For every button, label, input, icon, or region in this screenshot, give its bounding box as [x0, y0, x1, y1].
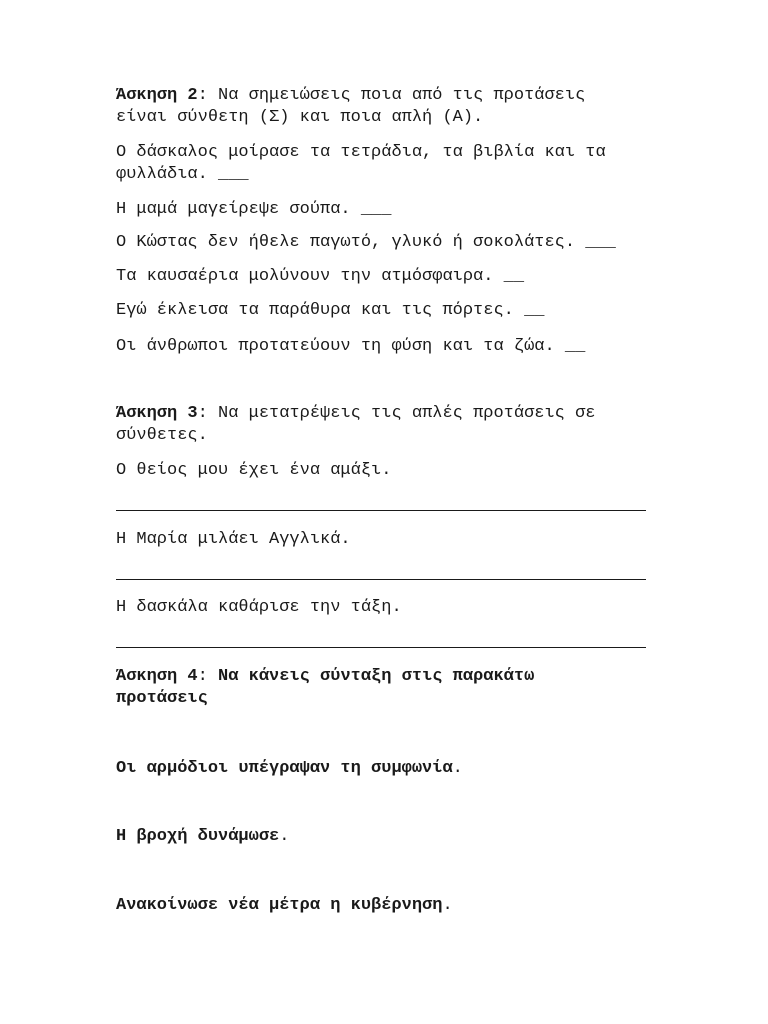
answer-line-1[interactable]: [116, 510, 646, 511]
exercise-4-sentence-1-period: .: [452, 759, 463, 778]
exercise-2-sentence-1-line-2: φυλλάδια. ___: [116, 165, 249, 184]
exercise-2-instruction-text: Να σημειώσεις ποια από τις προτάσεις: [207, 86, 586, 105]
exercise-4-separator: :: [197, 667, 208, 686]
exercise-2-sentence-6: Οι άνθρωποι προτατεύουν τη φύση και τα ζώα. __: [116, 337, 586, 356]
exercise-2-sentence-2: Η μαμά μαγείρεψε σούπα. ___: [116, 200, 392, 219]
exercise-4-sentence-2-period: .: [279, 827, 290, 846]
exercise-2-instruction-line-2: είναι σύνθετη (Σ) και ποια απλή (Α).: [116, 108, 484, 127]
exercise-4-sentence-1-text: Οι αρμόδιοι υπέγραψαν τη συμφωνία: [116, 759, 453, 778]
exercise-3-instruction-line-2: σύνθετες.: [116, 426, 208, 445]
exercise-3-sentence-1: Ο θείος μου έχει ένα αμάξι.: [116, 461, 392, 480]
answer-line-2[interactable]: [116, 579, 646, 580]
exercise-2-sentence-5: Εγώ έκλεισα τα παράθυρα και τις πόρτες. __: [116, 301, 545, 320]
exercise-3-instruction-line-1: [116, 403, 596, 425]
exercise-3-instruction-text: Να μετατρέψεις τις απλές προτάσεις σε: [207, 404, 596, 423]
exercise-2-sentence-1-line-1: Ο δάσκαλος μοίρασε τα τετράδια, τα βιβλία και τα: [116, 143, 606, 162]
answer-line-3[interactable]: [116, 647, 646, 648]
exercise-4-heading: Άσκηση 4: [116, 667, 198, 686]
exercise-3-sentence-2: Η Μαρία μιλάει Αγγλικά.: [116, 530, 351, 549]
exercise-3-sentence-3: Η δασκάλα καθάρισε την τάξη.: [116, 598, 402, 617]
exercise-4-instruction-line-1: [116, 666, 534, 688]
exercise-4-sentence-2-text: Η βροχή δυνάμωσε: [116, 827, 280, 846]
exercise-2-heading: Άσκηση 2: [116, 86, 198, 105]
exercise-2-sentence-4: Τα καυσαέρια μολύνουν την ατμόσφαιρα. __: [116, 267, 525, 286]
exercise-3-heading: Άσκηση 3: [116, 404, 198, 423]
exercise-4-sentence-1: [116, 758, 463, 780]
exercise-2-instruction-line-1: [116, 85, 585, 107]
exercise-4-instruction-text: Να κάνεις σύνταξη στις παρακάτω: [207, 667, 535, 686]
exercise-4-instruction-line-2: προτάσεις: [116, 689, 208, 708]
exercise-4-sentence-3-text: Ανακοίνωσε νέα μέτρα η κυβέρνηση: [116, 896, 443, 915]
exercise-2-sentence-3: Ο Κώστας δεν ήθελε παγωτό, γλυκό ή σοκολάτες. ___: [116, 233, 616, 252]
exercise-2-separator: :: [197, 86, 208, 105]
exercise-4-sentence-2: [116, 826, 289, 848]
exercise-3-separator: :: [197, 404, 208, 423]
exercise-4-sentence-3: [116, 895, 453, 917]
exercise-4-sentence-3-period: .: [442, 896, 453, 915]
